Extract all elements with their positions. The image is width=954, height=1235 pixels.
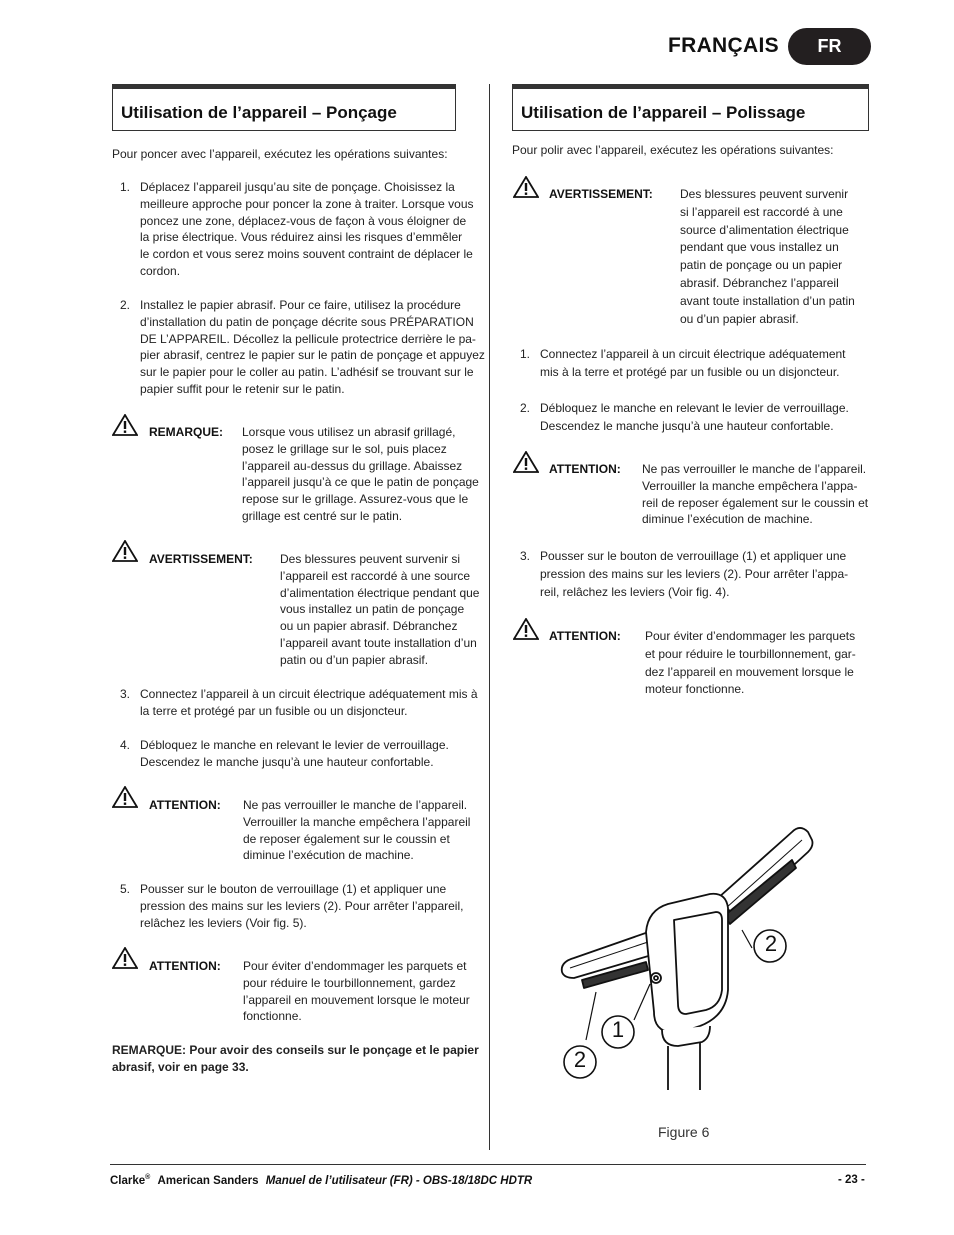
right-warning-label: AVERTISSEMENT: xyxy=(549,187,653,201)
warning-icon xyxy=(112,786,138,808)
left-step-5-number: 5. xyxy=(120,882,131,896)
left-attention-label: ATTENTION: xyxy=(149,798,221,812)
left-step-5-text: Pousser sur le bouton de verrouillage (1) et appliquer une pression des mains sur les leviers (2). Pour arrêter l’appareil, relâchez les leviers (Voir fig. 5). xyxy=(140,882,464,930)
left-warning-label: AVERTISSEMENT: xyxy=(149,552,253,566)
right-step-2-text: Débloquez le manche en relevant le levier de verrouillage. Descendez le manche jusqu’à une hauteur confortable. xyxy=(540,401,849,433)
right-step-3-number: 3. xyxy=(520,549,531,563)
page-number: - 23 - xyxy=(838,1174,865,1186)
right-warning-text: Des blessures peuvent survenir si l’appareil est raccordé à une source d’alimentation électrique pendant que vous installez un patin de ponçage ou un papier abrasif. Débranchez l’appareil avant toute installation d’un patin ou d’un papier abrasif. xyxy=(680,187,855,326)
warning-icon xyxy=(513,451,539,473)
callout-1: 1 xyxy=(611,1017,625,1042)
right-attention-label: ATTENTION: xyxy=(549,462,621,476)
left-warning-text: Des blessures peuvent survenir si l’appareil est raccordé à une source d’alimentation électrique pendant que vous installez un patin de ponçage ou un papier abrasif. Débranchez l’appareil avant toute installation d’un patin ou d’un papier abrasif. xyxy=(280,552,480,667)
right-step-1-text: Connectez l’appareil à un circuit électrique adéquatement mis à la terre et protégé par un fusible ou un disjoncteur. xyxy=(540,347,846,379)
left-step-4-text: Débloquez le manche en relevant le levier de verrouillage. Descendez le manche jusqu’à une hauteur confortable. xyxy=(140,738,449,769)
left-intro: Pour poncer avec l’appareil, exécutez les opérations suivantes: xyxy=(112,147,448,161)
left-step-1-number: 1. xyxy=(120,180,131,194)
callout-2-left: 2 xyxy=(573,1047,587,1072)
section-title-polissage: Utilisation de l’appareil – Polissage xyxy=(512,84,869,131)
left-note-text: Lorsque vous utilisez un abrasif grillagé, posez le grillage sur le sol, puis placez l’appareil au-dessus du grillage. Abaissez l’appareil jusqu’à ce que le patin de ponçage repose sur le grillage. Assurez-vous que le grillage est centré sur le patin. xyxy=(242,425,479,523)
left-attention-text: Ne pas verrouiller le manche de l’appareil. Verrouiller la manche empêchera l’appareil de reposer également sur le coussin et diminue l’exécution de machine. xyxy=(243,798,471,863)
left-step-3-number: 3. xyxy=(120,687,131,701)
right-attention-2-text: Pour éviter d’endommager les parquets et pour réduire le tourbillonnement, gar- dez l’appareil en mouvement lorsque le moteur fonctionne. xyxy=(645,629,856,697)
left-step-3-text: Connectez l’appareil à un circuit électrique adéquatement mis à la terre et protégé par un fusible ou un disjoncteur. xyxy=(140,687,478,718)
warning-icon xyxy=(112,947,138,969)
warning-icon xyxy=(112,540,138,562)
right-step-2-number: 2. xyxy=(520,401,531,415)
column-divider xyxy=(489,84,490,1150)
language-label: FRANÇAIS xyxy=(668,34,779,57)
section-title-poncage: Utilisation de l’appareil – Ponçage xyxy=(112,84,456,131)
left-final-note: REMARQUE: Pour avoir des conseils sur le ponçage et le papier abrasif, voir en page 33. xyxy=(112,1043,479,1074)
footer-divider xyxy=(110,1164,866,1165)
right-intro: Pour polir avec l’appareil, exécutez les opérations suivantes: xyxy=(512,143,834,157)
left-step-4-number: 4. xyxy=(120,738,131,752)
right-attention-2-label: ATTENTION: xyxy=(549,629,621,643)
left-note-label: REMARQUE: xyxy=(149,425,223,439)
right-step-1-number: 1. xyxy=(520,347,531,361)
footer-manual: Clarke® American Sanders Manuel de l’utilisateur (FR) - OBS-18/18DC HDTR xyxy=(110,1174,533,1187)
right-attention-text: Ne pas verrouiller le manche de l’appareil. Verrouiller la manche empêchera l’appa- reil de reposer également sur le coussin et diminue l’exécution de machine. xyxy=(642,462,869,527)
left-attention-2-text: Pour éviter d’endommager les parquets et pour réduire le tourbillonnement, gardez l’appareil en mouvement lorsque le moteur fonctionne. xyxy=(243,959,470,1024)
language-badge: FR xyxy=(788,28,871,65)
figure-caption: Figure 6 xyxy=(658,1124,710,1140)
right-step-3-text: Pousser sur le bouton de verrouillage (1) et appliquer une pression des mains sur les leviers (2). Pour arrêter l’appa- reil, relâchez les leviers (Voir fig. 4). xyxy=(540,549,849,599)
warning-icon xyxy=(513,618,539,640)
left-step-2-text: Installez le papier abrasif. Pour ce faire, utilisez la procédure d’installation du patin de ponçage décrite sous PRÉPARATION DE L’APPAREIL. Décollez la pellicule protectrice derrière le pa- pier abrasif, centrez le papier sur le patin de ponçage et appuyez sur le papier pour le coller au patin. L’adhésif se trouvant sur le papier suffit pour le retenir sur le patin. xyxy=(140,298,485,396)
warning-icon xyxy=(112,414,138,436)
callout-2-right: 2 xyxy=(764,931,778,956)
warning-icon xyxy=(513,176,539,198)
left-step-2-number: 2. xyxy=(120,298,131,312)
left-step-1-text: Déplacez l’appareil jusqu’au site de ponçage. Choisissez la meilleure approche pour poncer la zone à traiter. Lorsque vous poncez une zone, déplacez-vous de façon à vous éloigner de la prise électrique. Vous réduirez ainsi les risques d’emmêler le cordon et vous serez moins souvent contraint de déplacer le cordon. xyxy=(140,180,474,278)
left-attention-2-label: ATTENTION: xyxy=(149,959,221,973)
